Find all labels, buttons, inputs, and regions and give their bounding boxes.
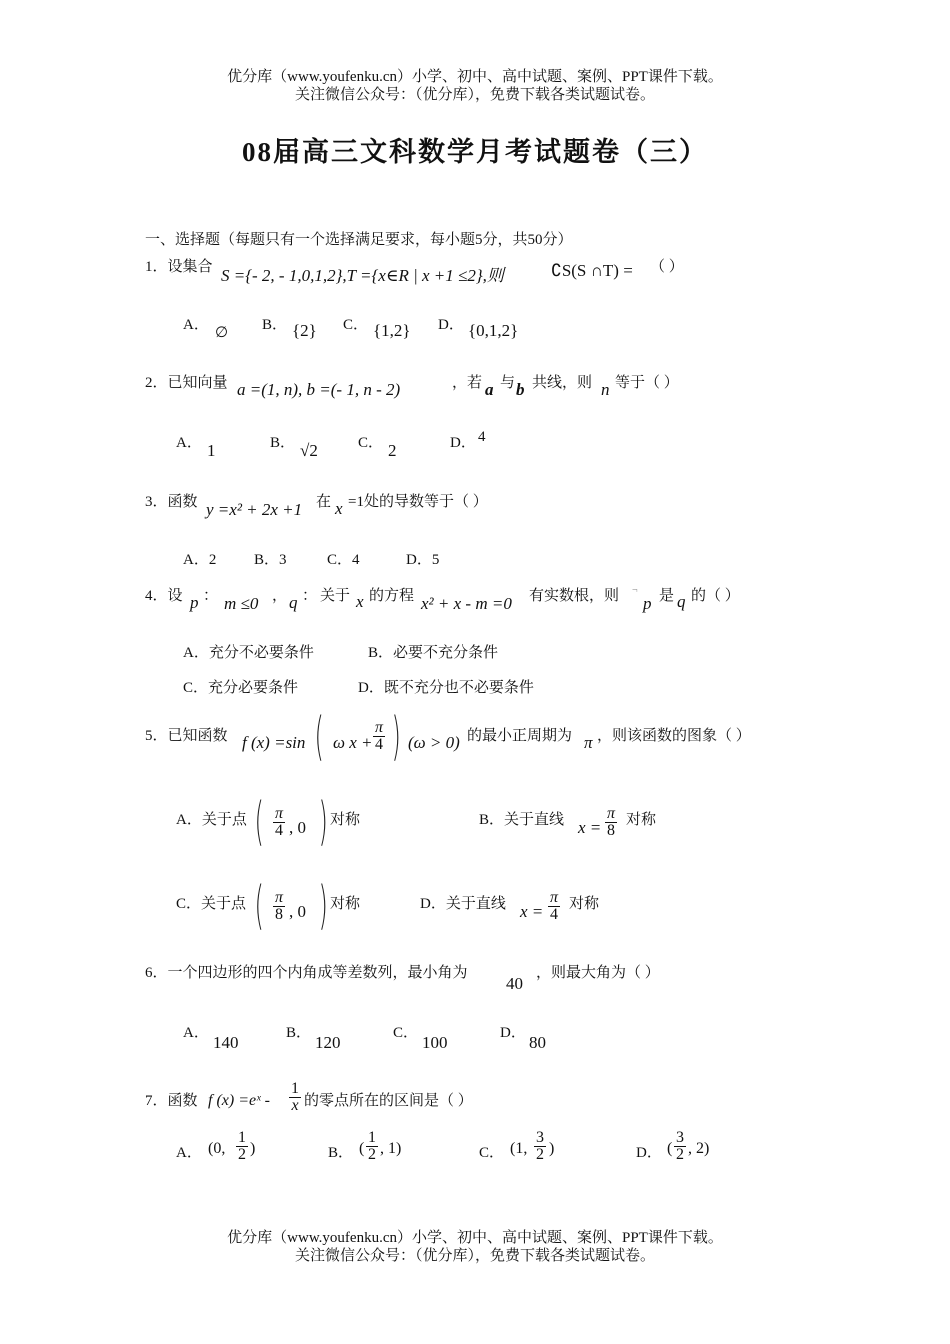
section-heading: 一、选择题（每题只有一个选择满足要求，每小题5分，共50分） bbox=[145, 232, 573, 248]
q5-option-c-fraction bbox=[273, 890, 285, 923]
q1-option-d-value: {0,1,2} bbox=[468, 321, 519, 340]
q5-pi-over-4 bbox=[373, 720, 385, 753]
q5-option-b-pi: π bbox=[607, 805, 616, 822]
q4-colon-2: ： bbox=[302, 588, 318, 604]
q4-text-of: 的（ ） bbox=[691, 588, 740, 604]
q7-text-zero: 的零点所在的区间是（ ） bbox=[304, 1093, 473, 1109]
q5-option-d-den: 4 bbox=[550, 906, 558, 923]
q3-stem: 3．函数 bbox=[145, 494, 198, 510]
q5-function: f (x) =sin bbox=[242, 733, 306, 752]
q2-option-c-value: 2 bbox=[388, 441, 397, 460]
q7-option-d-fraction bbox=[674, 1130, 686, 1163]
q4-equation: x² + x - m =0 bbox=[421, 594, 512, 613]
q1-option-b-value: {2} bbox=[292, 321, 317, 340]
q5-option-d-x: x = bbox=[520, 902, 544, 921]
q2-text-if: ，若 bbox=[452, 375, 483, 391]
q6-option-d-value: 80 bbox=[529, 1033, 546, 1052]
q7-x: x bbox=[291, 1097, 299, 1114]
q3-text-derivative: =1处的导数等于（ ） bbox=[348, 494, 488, 510]
footer-line-2: 关注微信公众号：（优分库），免费下载各类试题试卷。 bbox=[294, 1248, 655, 1264]
q2-option-b-value: √2 bbox=[300, 441, 318, 460]
q2-option-a-value: 1 bbox=[207, 441, 216, 460]
header-line-1: 优分库（www.youfenku.cn）小学、初中、高中试题、案例、PPT课件下载。 bbox=[227, 69, 723, 85]
q6-min-angle: 40 bbox=[506, 974, 523, 993]
q6-option-a-label: A． bbox=[183, 1025, 209, 1041]
q7-option-c-post: ) bbox=[549, 1140, 555, 1157]
q5-option-c-text: 对称 bbox=[330, 896, 361, 912]
q5-option-a-fraction bbox=[273, 806, 285, 839]
q5-stem: 5．已知函数 bbox=[145, 728, 228, 744]
q6-stem: 6．一个四边形的四个内角成等差数列，最小角为 bbox=[145, 965, 468, 981]
page-title: 08届高三文科数学月考试题卷（三） bbox=[242, 137, 708, 167]
header-line-2: 关注微信公众号：（优分库），免费下载各类试题试卷。 bbox=[294, 87, 655, 103]
q3-function: y =x² + 2x +1 bbox=[206, 500, 303, 519]
q7-stem: 7．函数 bbox=[145, 1093, 198, 1109]
q4-q: q bbox=[289, 593, 298, 612]
q1-math: S ={- 2, - 1,0,1,2},T ={x∈R | x +1 ≤2},则 bbox=[221, 266, 504, 285]
q7-option-c-label: C． bbox=[479, 1145, 505, 1161]
q5-option-c-den: 8 bbox=[275, 906, 283, 923]
q2-n: n bbox=[601, 380, 610, 399]
q2-option-d-value: 4 bbox=[478, 429, 486, 445]
q4-colon-1: ： bbox=[203, 588, 219, 604]
q7-option-d-num: 3 bbox=[676, 1129, 684, 1146]
q6-option-b-label: B． bbox=[286, 1025, 312, 1041]
q1-option-a-label: A． bbox=[183, 317, 209, 333]
q7-option-d-pre: ( bbox=[667, 1140, 673, 1157]
q4-condition-p: m ≤0 bbox=[224, 594, 259, 613]
q7-fraction bbox=[289, 1081, 301, 1114]
q5-option-d-pi: π bbox=[550, 889, 559, 906]
q4-text-is: 是 bbox=[659, 588, 675, 604]
q4-comma: ， bbox=[272, 588, 288, 604]
q4-text-about: 关于 bbox=[320, 588, 351, 604]
q4-x: x bbox=[356, 592, 364, 611]
q7-function: f (x) =eˣ - bbox=[208, 1092, 270, 1109]
q5-option-b-text: 对称 bbox=[626, 812, 657, 828]
q7-option-a-num: 1 bbox=[238, 1129, 246, 1146]
q2-vector-a: a bbox=[485, 380, 494, 399]
q7-one: 1 bbox=[291, 1080, 299, 1097]
q6-option-c-value: 100 bbox=[422, 1033, 448, 1052]
q5-option-a-rest: , 0 bbox=[289, 818, 306, 837]
q5-option-a-den: 4 bbox=[275, 822, 283, 839]
q7-option-a-pre: (0, bbox=[208, 1140, 226, 1157]
q1-complement: ∁S(S ∩T) = bbox=[551, 261, 633, 280]
footer-line-1: 优分库（www.youfenku.cn）小学、初中、高中试题、案例、PPT课件下载。 bbox=[227, 1230, 723, 1246]
q7-option-a-label: A． bbox=[176, 1145, 202, 1161]
q6-option-a-value: 140 bbox=[213, 1033, 239, 1052]
q5-option-b-label: B．关于直线 bbox=[479, 812, 565, 828]
q5-option-c-right-paren: ) bbox=[318, 876, 328, 936]
q2-text-equals: 等于（ ） bbox=[615, 375, 679, 391]
q2-option-a-label: A． bbox=[176, 435, 202, 451]
q5-condition: (ω > 0) bbox=[408, 733, 460, 752]
q7-option-b-label: B． bbox=[328, 1145, 354, 1161]
q7-option-a-den: 2 bbox=[238, 1146, 246, 1163]
q5-option-d-fraction bbox=[548, 890, 560, 923]
q1-option-b-label: B． bbox=[262, 317, 288, 333]
q5-text-graph: ，则该函数的图象（ ） bbox=[597, 728, 751, 744]
q7-option-b-den: 2 bbox=[368, 1146, 376, 1163]
q5-pi-2: π bbox=[584, 733, 593, 752]
q5-option-b-fraction bbox=[605, 806, 617, 839]
q5-option-d-label: D．关于直线 bbox=[420, 896, 506, 912]
q1-option-d-label: D． bbox=[438, 317, 464, 333]
q3-option-c: C．4 bbox=[327, 552, 360, 568]
q5-text-period: 的最小正周期为 bbox=[467, 728, 573, 744]
q5-option-d-text: 对称 bbox=[569, 896, 600, 912]
q6-option-b-value: 120 bbox=[315, 1033, 341, 1052]
q2-option-d-label: D． bbox=[450, 435, 476, 451]
q4-negation: ¬ bbox=[632, 585, 638, 596]
q7-option-b-num: 1 bbox=[368, 1129, 376, 1146]
q2-option-c-label: C． bbox=[358, 435, 384, 451]
q1-stem: 1．设集合 bbox=[145, 259, 213, 275]
q2-stem: 2．已知向量 bbox=[145, 375, 228, 391]
q4-option-d: D．既不充分也不必要条件 bbox=[358, 680, 534, 696]
q5-option-a-label: A．关于点 bbox=[176, 812, 247, 828]
q7-option-d-post: , 2) bbox=[688, 1140, 710, 1157]
q7-option-b-pre: ( bbox=[359, 1140, 365, 1157]
q5-option-c-rest: , 0 bbox=[289, 902, 306, 921]
q5-pi: π bbox=[375, 719, 384, 736]
q1-option-c-value: {1,2} bbox=[373, 321, 411, 340]
q3-option-a: A．2 bbox=[183, 552, 217, 568]
q4-stem: 4．设 bbox=[145, 588, 183, 604]
q4-p: p bbox=[190, 593, 199, 612]
q1-paren: （ ） bbox=[650, 259, 684, 275]
q7-option-a-fraction bbox=[236, 1130, 248, 1163]
q6-option-c-label: C． bbox=[393, 1025, 419, 1041]
q5-option-a-right-paren: ) bbox=[318, 792, 328, 852]
q7-option-c-pre: (1, bbox=[510, 1140, 528, 1157]
q4-text-real-roots: 有实数根，则 bbox=[529, 588, 620, 604]
q5-option-c-label: C．关于点 bbox=[176, 896, 247, 912]
q2-vector-b: b bbox=[516, 380, 525, 399]
q6-text-max: ，则最大角为（ ） bbox=[536, 965, 660, 981]
q5-option-b-x: x = bbox=[578, 818, 602, 837]
q1-option-a-value: ∅ bbox=[215, 325, 229, 341]
q7-option-c-fraction bbox=[534, 1130, 546, 1163]
q5-option-c-left-paren: ( bbox=[254, 876, 264, 936]
q5-option-c-pi: π bbox=[275, 889, 284, 906]
q1-option-c-label: C． bbox=[343, 317, 369, 333]
q2-vectors: a =(1, n), b =(- 1, n - 2) bbox=[237, 380, 401, 399]
q4-q-2: q bbox=[677, 592, 686, 611]
q7-option-b-fraction bbox=[366, 1130, 378, 1163]
q5-option-a-left-paren: ( bbox=[254, 792, 264, 852]
q4-p-2: p bbox=[643, 594, 652, 613]
q3-option-d: D．5 bbox=[406, 552, 440, 568]
q3-x: x bbox=[335, 499, 343, 518]
q4-option-b: B．必要不充分条件 bbox=[368, 645, 499, 661]
q4-text-equation: 的方程 bbox=[369, 588, 415, 604]
q5-option-a-text: 对称 bbox=[330, 812, 361, 828]
q7-option-a-post: ) bbox=[250, 1140, 256, 1157]
q7-option-d-label: D． bbox=[636, 1145, 662, 1161]
q2-option-b-label: B． bbox=[270, 435, 296, 451]
q4-option-a: A．充分不必要条件 bbox=[183, 645, 314, 661]
q5-left-paren: ( bbox=[314, 707, 324, 767]
q5-argument: ω x + bbox=[333, 733, 373, 752]
q5-right-paren: ) bbox=[391, 707, 401, 767]
q2-text-collinear: 共线，则 bbox=[532, 375, 593, 391]
q7-option-d-den: 2 bbox=[676, 1146, 684, 1163]
q2-text-and: 与 bbox=[500, 375, 516, 391]
q7-option-c-den: 2 bbox=[536, 1146, 544, 1163]
q7-option-b-post: , 1) bbox=[380, 1140, 402, 1157]
q4-option-c: C．充分必要条件 bbox=[183, 680, 299, 696]
q5-option-b-den: 8 bbox=[607, 822, 615, 839]
q5-option-a-pi: π bbox=[275, 805, 284, 822]
q3-text-at: 在 bbox=[316, 494, 332, 510]
q5-denominator: 4 bbox=[375, 736, 383, 753]
q6-option-d-label: D． bbox=[500, 1025, 526, 1041]
q7-option-c-num: 3 bbox=[536, 1129, 544, 1146]
q3-option-b: B．3 bbox=[254, 552, 287, 568]
